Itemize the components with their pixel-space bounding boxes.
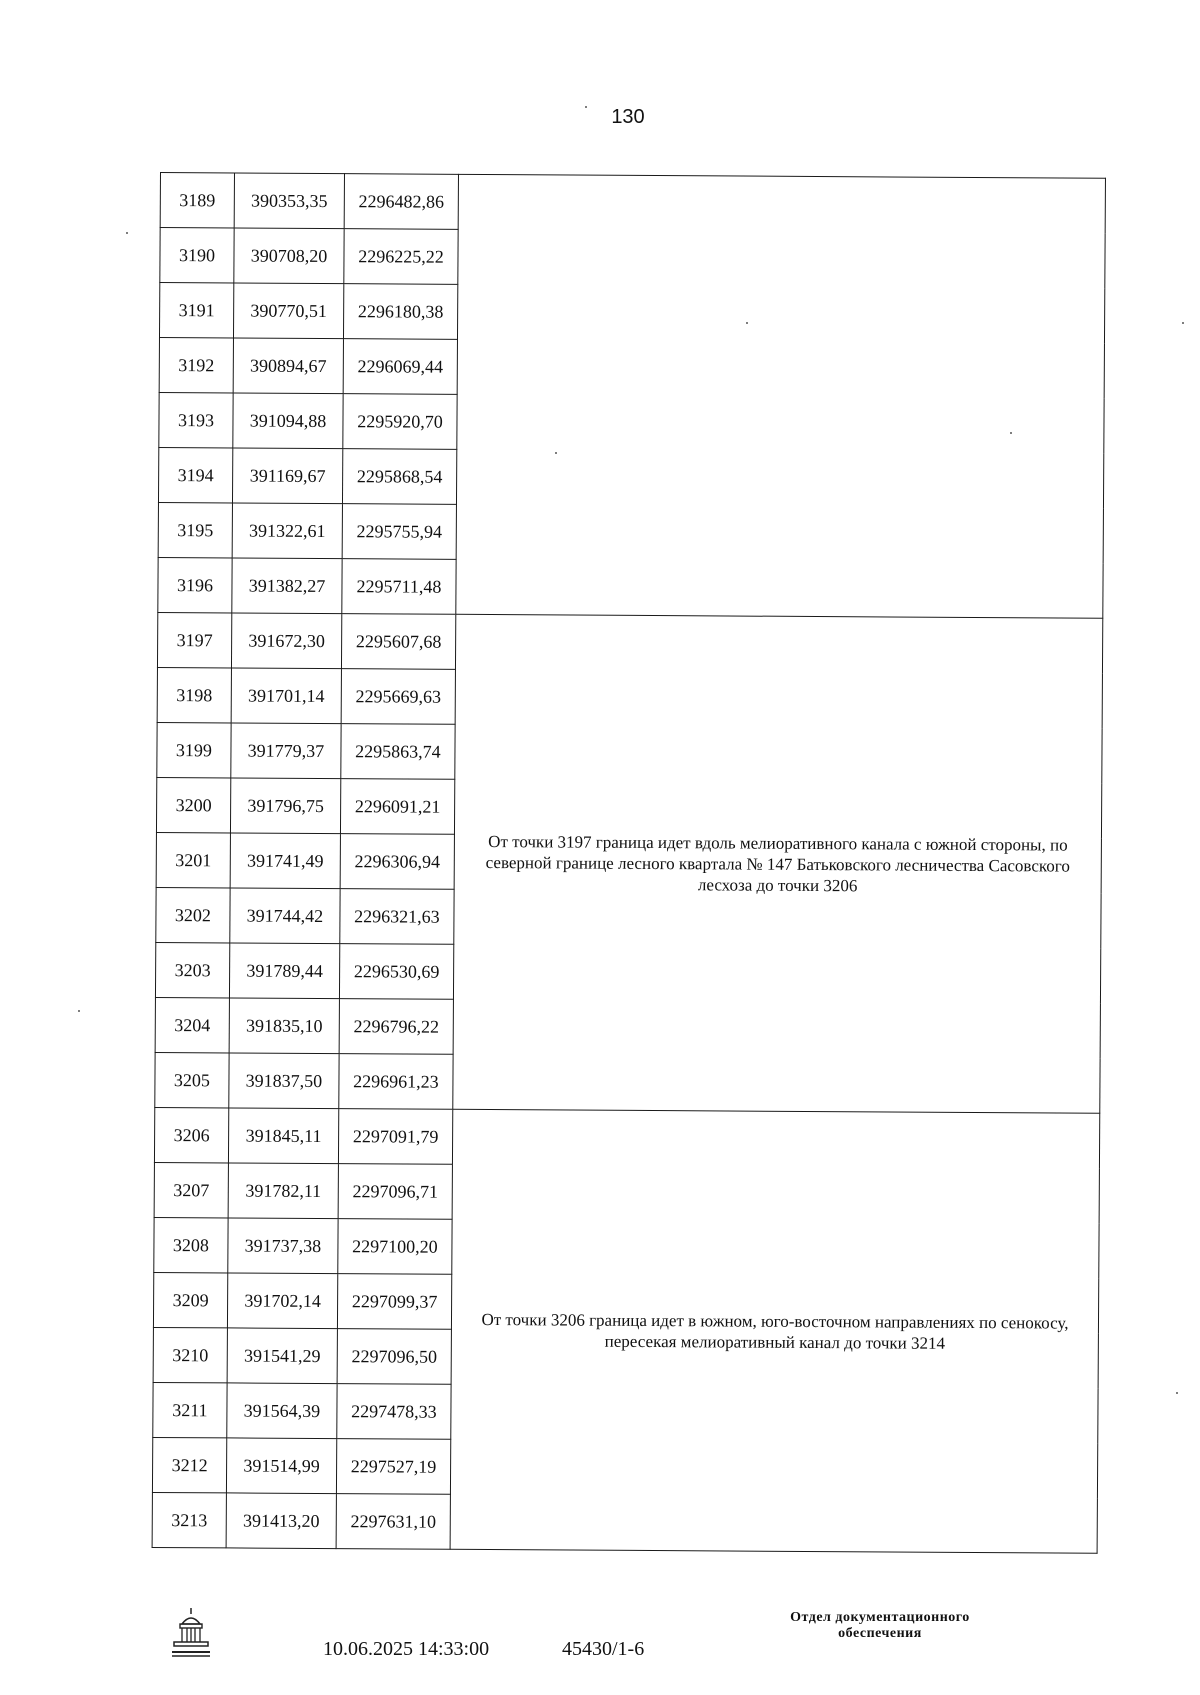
coord-y: 2295607,68 xyxy=(341,614,455,670)
segment-description xyxy=(456,174,1106,618)
point-number: 3197 xyxy=(157,612,231,667)
coord-x: 391514,99 xyxy=(226,1438,336,1494)
coord-x: 390894,67 xyxy=(233,338,343,394)
coord-y: 2296530,69 xyxy=(339,944,453,1000)
coord-x: 391564,39 xyxy=(227,1383,337,1439)
coord-x: 391322,61 xyxy=(232,503,342,559)
coord-x: 391789,44 xyxy=(229,943,339,999)
scan-speck xyxy=(126,232,128,234)
coord-x: 391169,67 xyxy=(232,448,342,504)
scan-speck xyxy=(746,322,748,324)
coord-x: 391779,37 xyxy=(231,723,341,779)
segment-description: От точки 3206 граница идет в южном, юго-восточном направлениях по сенокосу, пересекая мелиоративный канал до точки 3214 xyxy=(450,1109,1100,1553)
coord-x: 391701,14 xyxy=(231,668,341,724)
point-number: 3210 xyxy=(153,1327,227,1382)
point-number: 3190 xyxy=(160,228,234,283)
point-number: 3203 xyxy=(155,942,229,997)
coord-y: 2296069,44 xyxy=(343,339,457,395)
coord-y: 2297099,37 xyxy=(337,1274,451,1330)
scan-speck xyxy=(555,452,557,454)
scan-speck xyxy=(78,1010,80,1012)
scan-speck xyxy=(1182,322,1184,324)
coord-x: 391741,49 xyxy=(230,833,340,889)
point-number: 3202 xyxy=(156,887,230,942)
coord-y: 2296225,22 xyxy=(344,229,458,285)
coord-y: 2297631,10 xyxy=(336,1494,450,1550)
department-line: обеспечения xyxy=(838,1626,922,1641)
scan-speck xyxy=(585,106,587,108)
coord-x: 390708,20 xyxy=(234,228,344,284)
point-number: 3200 xyxy=(156,777,230,832)
coord-x: 391796,75 xyxy=(230,778,340,834)
coord-x: 391837,50 xyxy=(229,1053,339,1109)
coord-x: 391782,11 xyxy=(228,1163,338,1219)
point-number: 3209 xyxy=(153,1272,227,1327)
point-number: 3199 xyxy=(157,722,231,777)
point-number: 3198 xyxy=(157,667,231,722)
point-number: 3206 xyxy=(154,1107,228,1162)
point-number: 3211 xyxy=(153,1382,227,1437)
coord-y: 2296321,63 xyxy=(340,889,454,945)
point-number: 3204 xyxy=(155,997,229,1052)
coord-x: 390353,35 xyxy=(234,173,344,229)
scan-speck xyxy=(1010,432,1012,434)
point-number: 3208 xyxy=(154,1217,228,1272)
point-number: 3213 xyxy=(152,1492,226,1547)
coord-y: 2297527,19 xyxy=(336,1439,450,1495)
page-footer xyxy=(0,1606,1200,1686)
point-number: 3194 xyxy=(158,447,232,502)
table-row xyxy=(157,612,1102,673)
coord-y: 2297478,33 xyxy=(337,1384,451,1440)
document-number: 45430/1-6 xyxy=(562,1638,645,1660)
point-number: 3212 xyxy=(152,1437,226,1492)
coord-y: 2296180,38 xyxy=(343,284,457,340)
coord-x: 391845,11 xyxy=(228,1108,338,1164)
point-number: 3189 xyxy=(160,173,234,228)
table-row xyxy=(154,1107,1099,1168)
coord-y: 2296796,22 xyxy=(339,999,453,1055)
point-number: 3201 xyxy=(156,832,230,887)
page-number: 130 xyxy=(611,106,645,128)
scan-speck xyxy=(1176,1392,1178,1394)
coord-y: 2296482,86 xyxy=(344,174,458,230)
coord-x: 391737,38 xyxy=(228,1218,338,1274)
coord-y: 2297096,50 xyxy=(337,1329,451,1385)
coord-y: 2295755,94 xyxy=(342,504,456,560)
coord-x: 391094,88 xyxy=(233,393,343,449)
coord-y: 2296091,21 xyxy=(340,779,454,835)
coord-x: 391744,42 xyxy=(230,888,340,944)
duma-building-icon xyxy=(168,1606,214,1658)
coord-y: 2295868,54 xyxy=(342,449,456,505)
coord-y: 2295863,74 xyxy=(341,724,455,780)
document-datetime: 10.06.2025 14:33:00 xyxy=(323,1638,490,1660)
coord-y: 2295669,63 xyxy=(341,669,455,725)
department-stamp xyxy=(730,1610,1030,1642)
point-number: 3191 xyxy=(159,283,233,338)
segment-description: От точки 3197 граница идет вдоль мелиоративного канала с южной стороны, по северной границе лесного квартала № 147 Батьковского лесничества Сасовского лесхоза до точки 3206 xyxy=(453,614,1103,1113)
coord-y: 2296306,94 xyxy=(340,834,454,890)
coord-x: 391541,29 xyxy=(227,1328,337,1384)
coord-y: 2295711,48 xyxy=(342,559,456,615)
coord-y: 2297091,79 xyxy=(338,1109,452,1165)
point-number: 3196 xyxy=(158,557,232,612)
coord-x: 391382,27 xyxy=(232,558,342,614)
coord-x: 391835,10 xyxy=(229,998,339,1054)
boundary-coordinates-table xyxy=(152,172,1106,1554)
coord-y: 2297100,20 xyxy=(338,1219,452,1275)
point-number: 3193 xyxy=(159,392,233,447)
coord-y: 2297096,71 xyxy=(338,1164,452,1220)
coord-x: 391672,30 xyxy=(231,613,341,669)
point-number: 3195 xyxy=(158,502,232,557)
coord-x: 391413,20 xyxy=(226,1493,336,1549)
point-number: 3205 xyxy=(155,1052,229,1107)
table-row xyxy=(160,173,1105,234)
point-number: 3207 xyxy=(154,1162,228,1217)
coord-y: 2295920,70 xyxy=(343,394,457,450)
coord-x: 391702,14 xyxy=(227,1273,337,1329)
coord-y: 2296961,23 xyxy=(339,1054,453,1110)
department-line: Отдел документационного xyxy=(790,1610,970,1625)
point-number: 3192 xyxy=(159,337,233,392)
coord-x: 390770,51 xyxy=(233,283,343,339)
